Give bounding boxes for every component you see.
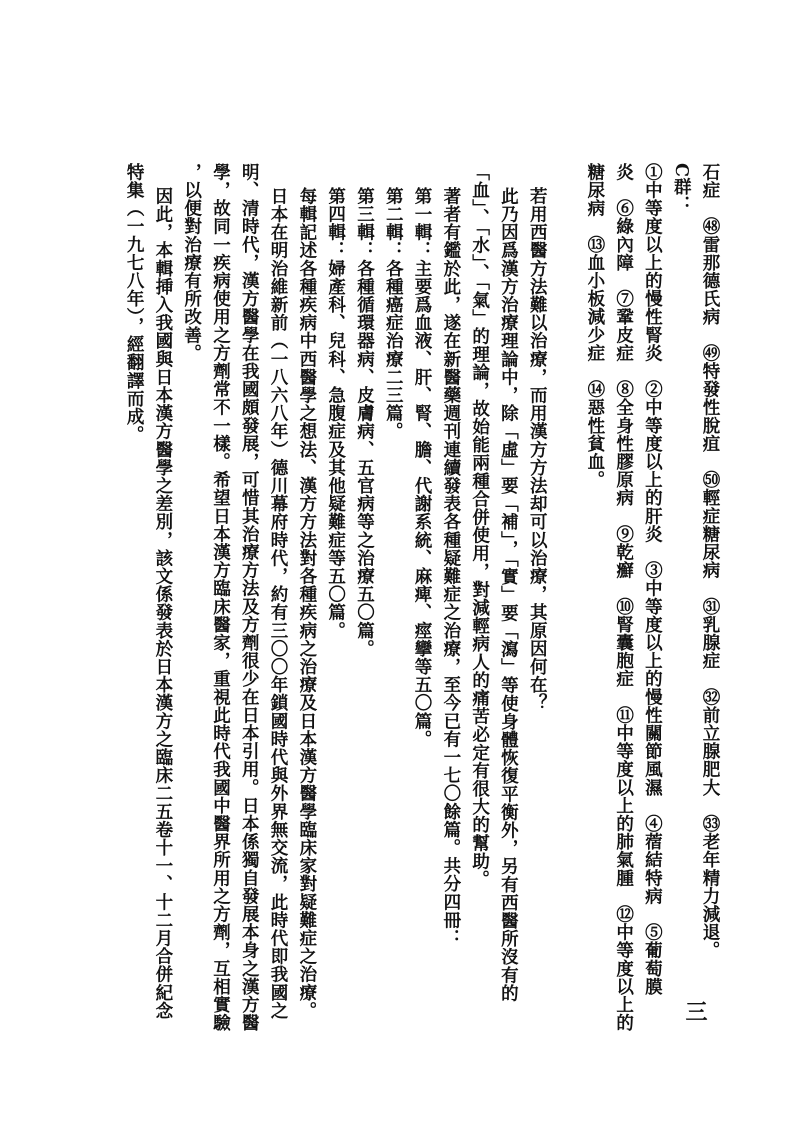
spacer bbox=[551, 163, 580, 883]
text-column: 石症 ㊽雷那德氏病 ㊾特發性脫疽 ㊿輕症糖尿病 ㉛乳腺症 ㉜前立腺肥大 ㉝老年精力減退。 bbox=[700, 163, 720, 960]
text-column: 若用西醫方法難以治療，而用漢方方法却可以治療，其原因何在？ bbox=[527, 187, 548, 712]
volume-item: 第三輯：各種循環器病、皮膚病、五官病等之治療五〇篇。 bbox=[354, 187, 375, 658]
text-column: 「血」、「水」、「氣」的理論，故始能兩種合併使用，對減輕病人的痛苦必定有很大的幫助。 bbox=[469, 163, 490, 889]
text-column: 明、清時代，漢方醫學在我國頗發展，可惜其治療方法及方劑很少在日本引用。日本係獨自發展本身之漢方醫 bbox=[239, 163, 260, 1032]
text-column: 學，故同一疾病使用之方劑常不一樣。希望日本漢方臨床醫家，重視此時代我國中醫界所用之方劑，互相實驗 bbox=[210, 163, 231, 1032]
volume-item: 第二輯：各種癌症治療二三篇。 bbox=[383, 187, 404, 441]
page-body bbox=[112, 163, 724, 1032]
text-column: ①中等度以上的慢性腎炎 ②中等度以上的肝炎 ③中等度以上的慢性關節風濕 ④蓿結特病 ⑤葡萄膜 bbox=[642, 163, 663, 996]
text-column: 著者有鑑於此，遂在新醫藥週刊連續發表各種疑難症之治療，至今已有一七〇餘篇。共分四冊： bbox=[440, 187, 461, 948]
text-column: ，以便對治療有所改善。 bbox=[181, 163, 202, 363]
volume-item: 第四輯：婦產科、兒科、急腹症及其他疑難症等五〇篇。 bbox=[325, 187, 346, 640]
text-column: 日本在明治維新前（一八六八年）德川幕府時代，約有三〇〇年鎖國時代與外界無交流，此時代即我國之 bbox=[268, 187, 289, 1020]
volume-item: 第一輯：主要爲血液、肝、腎、膽、代謝系統、麻痺、痙攣等五〇篇。 bbox=[412, 187, 433, 749]
text-column: 特集（一九七八年），經翻譯而成。 bbox=[124, 163, 145, 444]
text-column: 此乃因爲漢方治療理論中，除「虛」要「補」，「實」要「瀉」等使身體恢復平衡外，另有西醫所沒有的 bbox=[498, 187, 519, 1003]
text-column: 因此，本輯挿入我國與日本漢方醫學之差別，該文係發表於日本漢方之臨床二五卷十一、十二月合併紀念 bbox=[152, 187, 173, 1020]
group-heading: C群： bbox=[671, 163, 692, 214]
text-column: 炎 ⑥綠內障 ⑦鞏皮症 ⑧全身性膠原病 ⑨乾癬 ⑩腎囊胞症 ⑪中等度以上的肺氣腫 ⑫中等度以上的 bbox=[613, 163, 634, 1032]
text-column: 糖尿病 ⑬血小板減少症 ⑭惡性貧血。 bbox=[584, 163, 605, 489]
text-column: 每輯記述各種疾病中西醫學之想法、漢方方法對各種疾病之治療及日本漢方醫學臨床家對疑難症之治療。 bbox=[296, 187, 317, 1020]
page-number: 三 bbox=[682, 1000, 708, 1022]
